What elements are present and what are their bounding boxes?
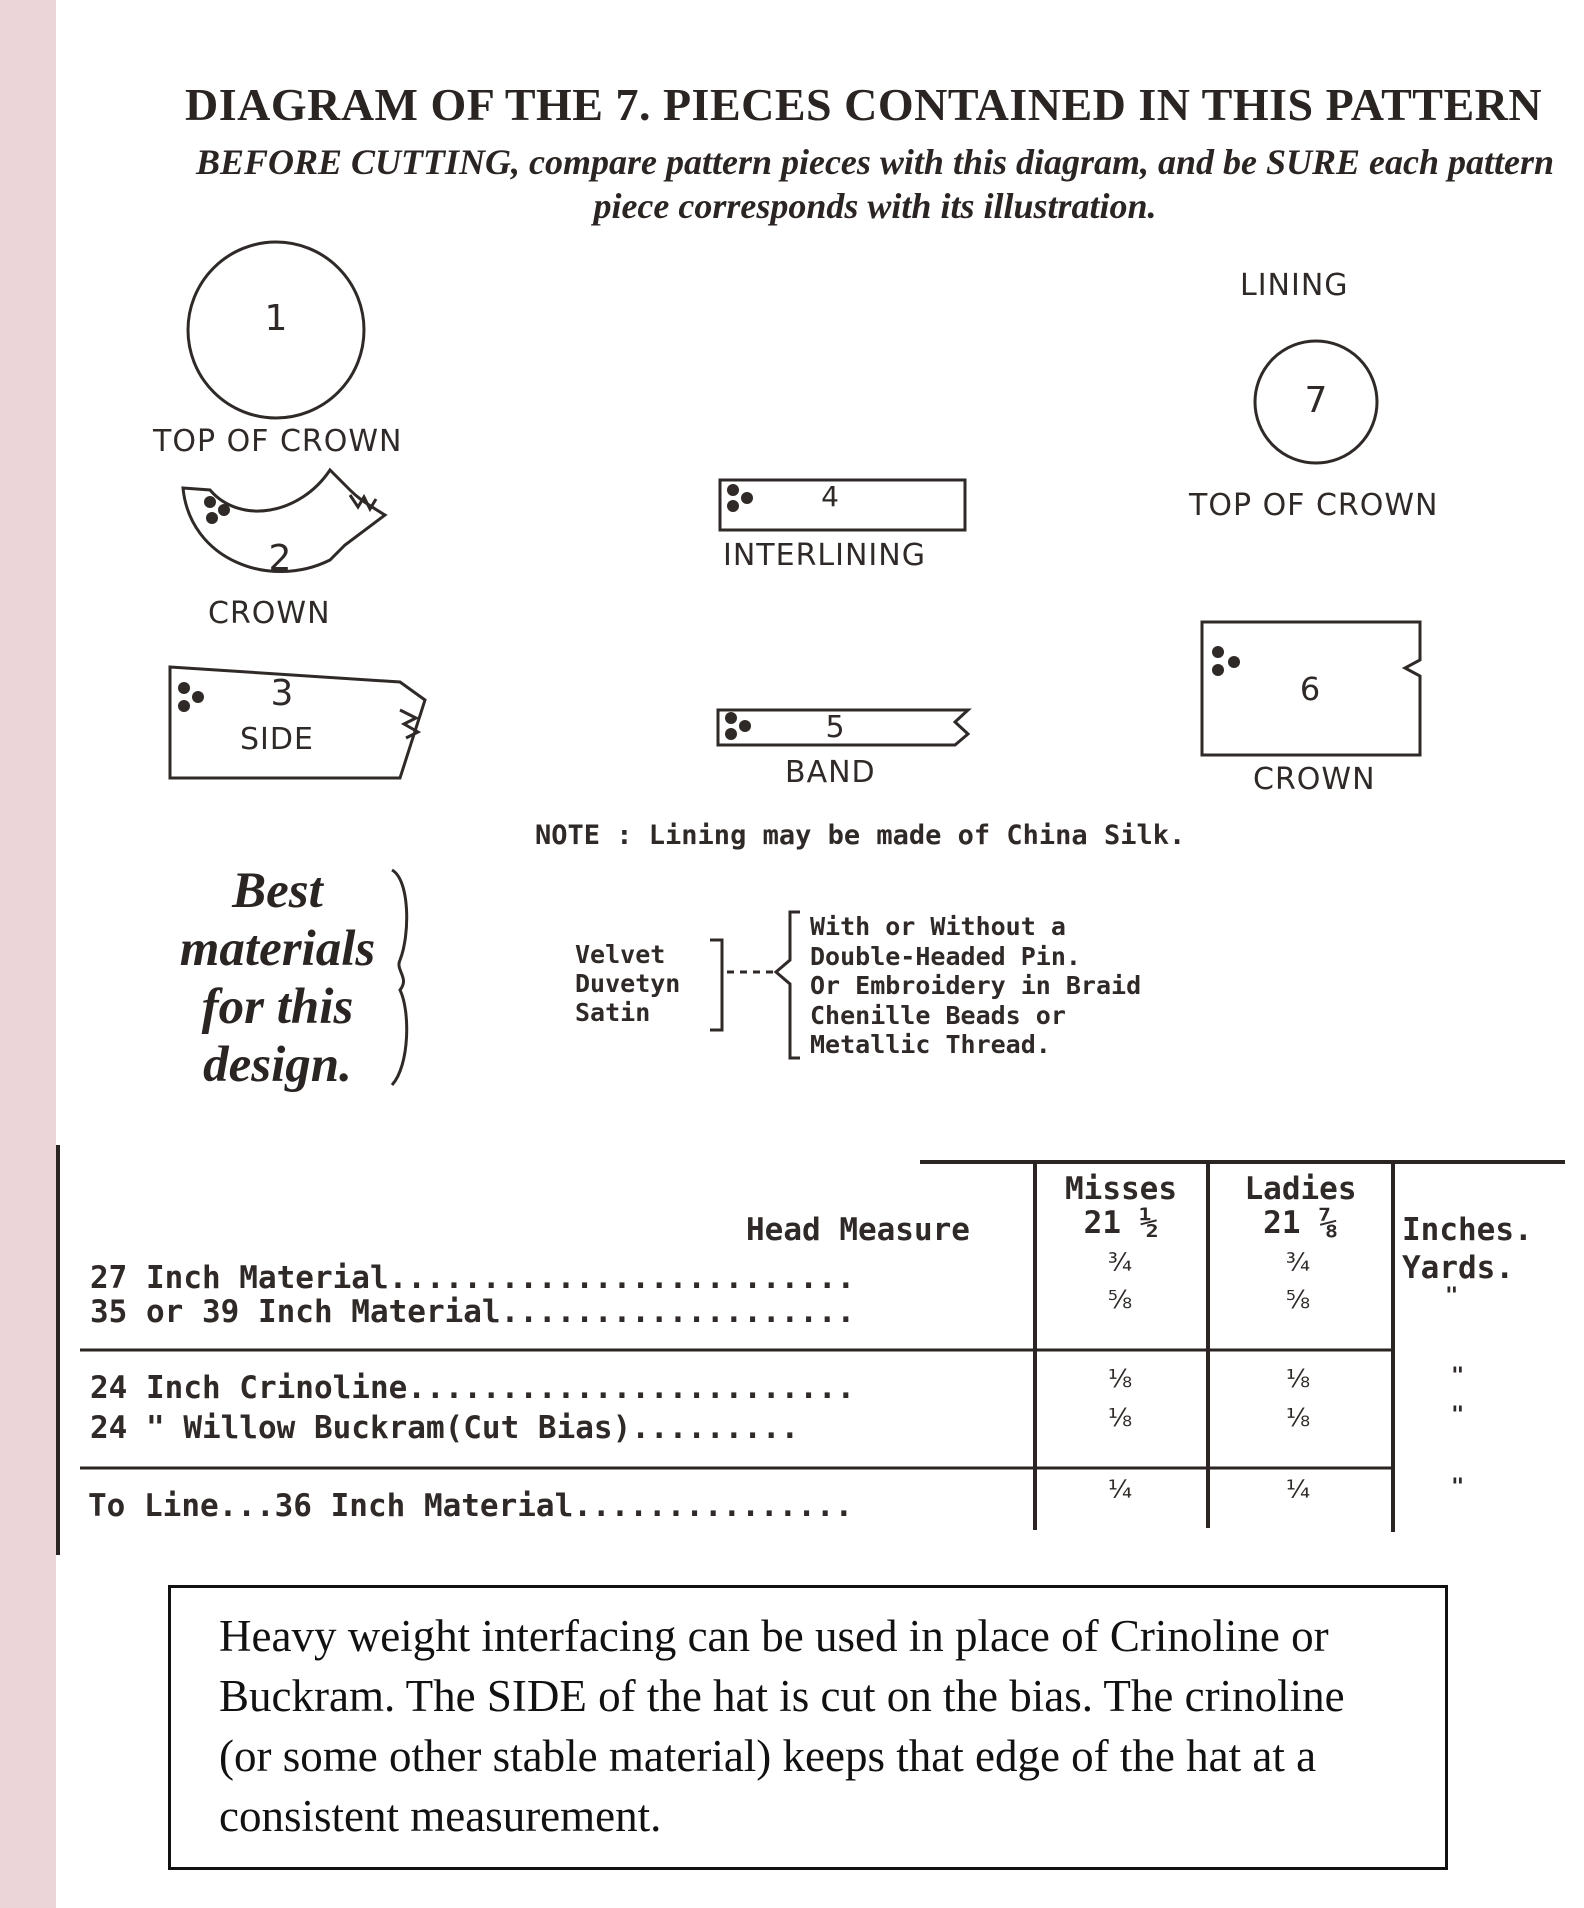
material-item: Duvetyn	[575, 969, 681, 998]
piece-6-number: 6	[1299, 670, 1321, 708]
row-label-buckram: 24 " Willow Buckram(Cut Bias).........	[90, 1410, 800, 1446]
row-label-27-inch: 27 Inch Material.........................	[90, 1260, 856, 1296]
embellishment-item: Chenille Beads or	[810, 1000, 1066, 1030]
comment-text: Heavy weight interfacing can be used in place of Crinoline or Buckram. The SIDE of the hat is cut on the bias. The crinoline (or some other stable material) keeps that edge of the hat at a consistent measurement.	[219, 1611, 1345, 1841]
piece-4-number: 4	[821, 480, 839, 513]
row-35-ladies: ⅝	[1285, 1285, 1311, 1314]
piece-3-label: SIDE	[240, 722, 314, 757]
diagram-title: DIAGRAM OF THE 7. PIECES CONTAINED IN THIS PATTERN	[185, 79, 1543, 130]
piece-6-label: CROWN	[1253, 762, 1376, 797]
row-buckram-ditto: "	[1451, 1403, 1465, 1428]
piece-4-label: INTERLINING	[723, 538, 926, 573]
row-lining-misses: ¼	[1107, 1475, 1133, 1504]
yards-unit-label: Yards.	[1402, 1250, 1514, 1286]
piece-7-number: 7	[1304, 380, 1328, 421]
best-materials-heading: Best materials for this design.	[179, 863, 376, 1093]
comment-box	[168, 1585, 1448, 1870]
row-35-misses: ⅝	[1107, 1285, 1133, 1314]
misses-column-header	[1040, 1172, 1202, 1240]
ladies-name: Ladies	[1244, 1171, 1357, 1207]
ladies-size: 21 ⅞	[1263, 1205, 1338, 1241]
piece-2-number: 2	[268, 538, 292, 579]
row-27-misses: ¾	[1107, 1248, 1133, 1277]
row-crinoline-ladies: ⅛	[1285, 1364, 1311, 1393]
piece-1-number: 1	[264, 298, 288, 339]
embellishment-item: Or Embroidery in Braid	[810, 971, 1142, 1000]
row-27-ladies: ¾	[1285, 1248, 1311, 1277]
row-crinoline-ditto: "	[1451, 1364, 1465, 1389]
embellishment-item: With or Without a	[810, 912, 1066, 941]
embellishment-item: Metallic Thread.	[810, 1030, 1051, 1059]
row-crinoline-misses: ⅛	[1107, 1364, 1133, 1393]
piece-7-label: TOP OF CROWN	[1189, 488, 1439, 523]
row-label-crinoline: 24 Inch Crinoline........................	[90, 1370, 856, 1406]
piece-5-number: 5	[825, 710, 845, 745]
diagram-subtitle: BEFORE CUTTING, compare pattern pieces with this diagram, and be SURE each pattern piece corresponds with its illustration.	[195, 142, 1555, 226]
piece-3-number: 3	[270, 673, 294, 714]
inches-unit-label: Inches.	[1402, 1212, 1533, 1248]
row-lining-ditto: "	[1451, 1475, 1465, 1500]
row-buckram-ladies: ⅛	[1285, 1403, 1311, 1432]
row-lining-ladies: ¼	[1285, 1475, 1311, 1504]
row-label-lining: To Line...36 Inch Material...............	[88, 1488, 854, 1524]
row-label-35-39-inch: 35 or 39 Inch Material...................	[90, 1294, 856, 1330]
ladies-column-header	[1213, 1172, 1388, 1240]
piece-2-label: CROWN	[208, 596, 331, 631]
row-35-ditto: "	[1445, 1284, 1459, 1309]
lining-heading: LINING	[1240, 268, 1349, 303]
piece-1-label: TOP OF CROWN	[153, 424, 403, 459]
head-measure-label: Head Measure	[746, 1212, 970, 1248]
lining-note: NOTE : Lining may be made of China Silk.	[535, 820, 1186, 851]
material-item: Velvet	[575, 940, 666, 969]
embellishment-item: Double-Headed Pin.	[810, 941, 1081, 971]
material-item: Satin	[575, 998, 651, 1027]
row-buckram-misses: ⅛	[1107, 1403, 1133, 1432]
misses-size: 21 ½	[1083, 1205, 1159, 1241]
misses-name: Misses	[1065, 1171, 1177, 1207]
piece-5-label: BAND	[785, 755, 876, 790]
